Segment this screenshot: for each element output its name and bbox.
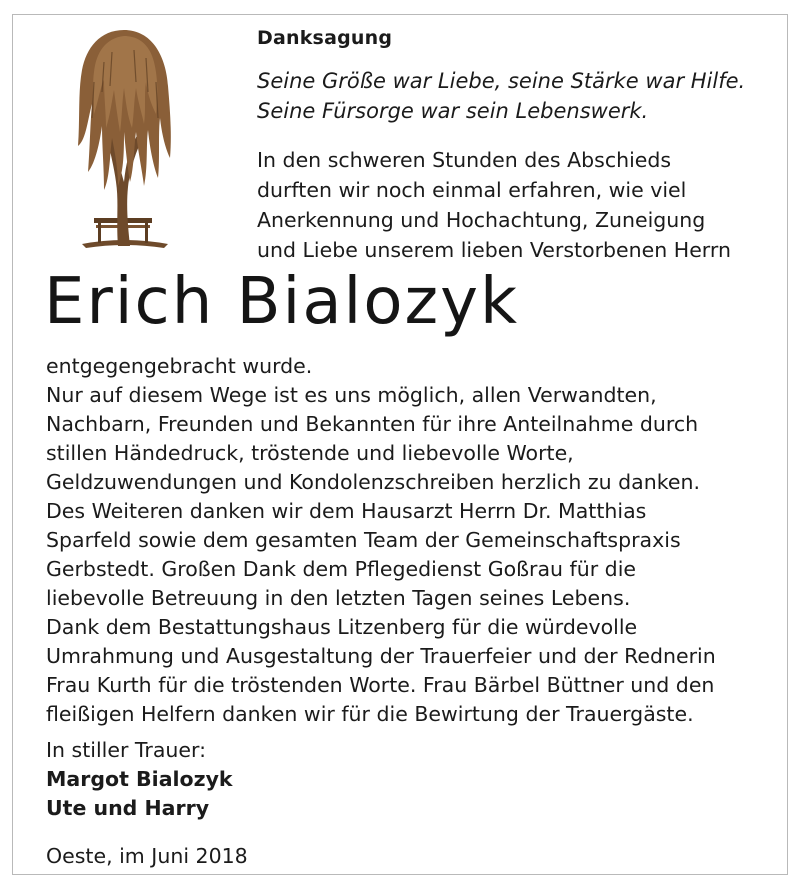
- mourner-name: Ute und Harry: [46, 796, 210, 820]
- body-line: Geldzuwendungen und Kondolenzschreiben herzlich zu danken.: [46, 470, 700, 494]
- intro-line: In den schweren Stunden des Abschieds: [257, 148, 672, 172]
- body-line: entgegengebracht wurde.: [46, 354, 313, 378]
- intro-line: durften wir noch einmal erfahren, wie viel: [257, 178, 687, 202]
- body-line: stillen Händedruck, tröstende und liebevolle Worte,: [46, 441, 574, 465]
- body-line: Des Weiteren danken wir dem Hausarzt Herrn Dr. Matthias: [46, 499, 647, 523]
- willow-tree-with-bench-icon: [64, 22, 184, 254]
- signoff-label: In stiller Trauer:: [46, 738, 206, 762]
- motto-quote: [257, 66, 745, 126]
- body-line: liebevolle Betreuung in den letzten Tagen seines Lebens.: [46, 586, 631, 610]
- motto-line: Seine Größe war Liebe, seine Stärke war Hilfe.: [257, 69, 746, 93]
- deceased-name: Erich Bialozyk: [44, 265, 519, 339]
- intro-text: [257, 145, 731, 265]
- notice-heading: Danksagung: [257, 27, 393, 49]
- body-line: Dank dem Bestattungshaus Litzenberg für die würdevolle: [46, 615, 638, 639]
- intro-line: und Liebe unserem lieben Verstorbenen Herrn: [257, 238, 731, 262]
- body-line: Sparfeld sowie dem gesamten Team der Gemeinschaftspraxis: [46, 528, 681, 552]
- mourner-name: Margot Bialozyk: [46, 767, 233, 791]
- body-line: Frau Kurth für die tröstenden Worte. Frau Bärbel Büttner und den: [46, 673, 715, 697]
- body-line: Nur auf diesem Wege ist es uns möglich, allen Verwandten,: [46, 383, 657, 407]
- place-date: Oeste, im Juni 2018: [46, 844, 248, 868]
- body-line: Nachbarn, Freunden und Bekannten für ihre Anteilnahme durch: [46, 412, 699, 436]
- intro-line: Anerkennung und Hochachtung, Zuneigung: [257, 208, 706, 232]
- body-line: Umrahmung und Ausgestaltung der Trauerfeier und der Rednerin: [46, 644, 716, 668]
- body-line: fleißigen Helfern danken wir für die Bewirtung der Trauergäste.: [46, 702, 694, 726]
- signoff: [46, 736, 233, 823]
- body-line: Gerbstedt. Großen Dank dem Pflegedienst Goßrau für die: [46, 557, 637, 581]
- motto-line: Seine Fürsorge war sein Lebenswerk.: [257, 99, 649, 123]
- body-text: [46, 352, 716, 729]
